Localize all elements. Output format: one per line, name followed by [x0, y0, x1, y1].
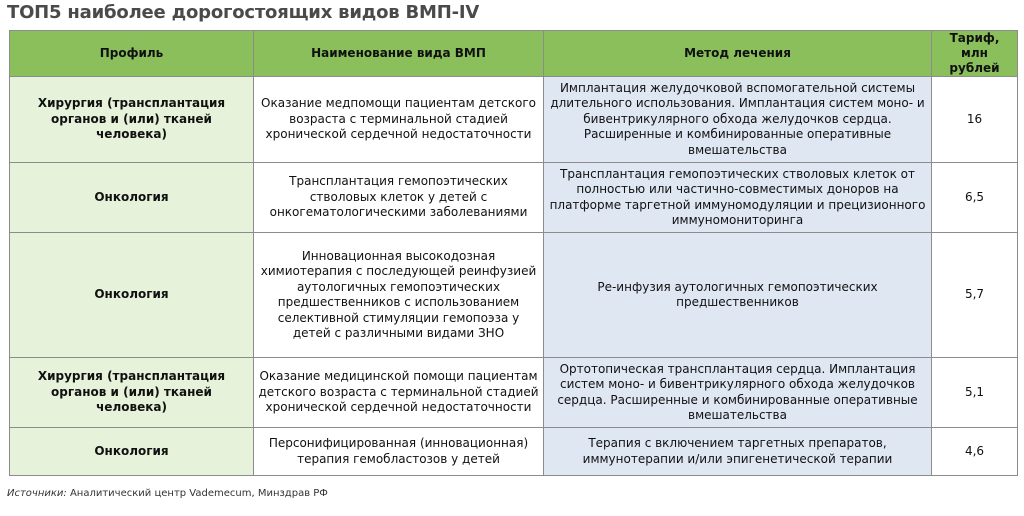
row-profile: Хирургия (трансплантация органов и (или) тканей человека): [10, 77, 254, 163]
header-name: Наименование вида ВМП: [254, 31, 544, 77]
header-method: Метод лечения: [544, 31, 932, 77]
header-tariff: Тариф, млн рублей: [932, 31, 1018, 77]
row-method: Имплантация желудочковой вспомогательной системы длительного использования. Имплантация систем моно- и бивентрикулярного обхода желудочков сердца. Расширенные и комбинированные оперативные вмешательства: [544, 77, 932, 163]
table-row: [10, 77, 1018, 163]
row-profile: Онкология: [10, 233, 254, 358]
header-profile: Профиль: [10, 31, 254, 77]
source-text: Аналитический центр Vademecum, Минздрав РФ: [66, 488, 328, 499]
row-tariff: 6,5: [932, 163, 1018, 233]
row-profile: Хирургия (трансплантация органов и (или) тканей человека): [10, 358, 254, 428]
row-name: Персонифицированная (инновационная) терапия гемобластозов у детей: [254, 428, 544, 476]
source-note: [7, 488, 328, 499]
row-method: Трансплантация гемопоэтических стволовых клеток от полностью или частично-совместимых доноров на платформе таргетной иммуномодуляции и прецизионного иммуномониторинга: [544, 163, 932, 233]
table-row: [10, 358, 1018, 428]
row-name: Оказание медпомощи пациентам детского возраста с терминальной стадией хронической сердечной недостаточности: [254, 77, 544, 163]
row-name: Оказание медицинской помощи пациентам детского возраста с терминальной стадией хронической сердечной недостаточности: [254, 358, 544, 428]
row-name: Трансплантация гемопоэтических стволовых клеток у детей с онкогематологическими заболеваниями: [254, 163, 544, 233]
row-tariff: 5,7: [932, 233, 1018, 358]
row-profile: Онкология: [10, 428, 254, 476]
row-tariff: 16: [932, 77, 1018, 163]
row-method: Ре-инфузия аутологичных гемопоэтических предшественников: [544, 233, 932, 358]
table-row: [10, 428, 1018, 476]
table-row: [10, 233, 1018, 358]
page-title: ТОП5 наиболее дорогостоящих видов ВМП-IV: [7, 2, 480, 23]
row-name: Инновационная высокодозная химиотерапия с последующей реинфузией аутологичных гемопоэтических предшественников с использованием селективной стимуляции гемопоэза у детей с различными видами ЗНО: [254, 233, 544, 358]
row-tariff: 4,6: [932, 428, 1018, 476]
row-method: Терапия с включением таргетных препаратов, иммунотерапии и/или эпигенетической терапии: [544, 428, 932, 476]
row-tariff: 5,1: [932, 358, 1018, 428]
row-method: Ортотопическая трансплантация сердца. Имплантация систем моно- и бивентрикулярного обхода желудочков сердца. Расширенные и комбинированные оперативные вмешательства: [544, 358, 932, 428]
vmp-table: [9, 30, 1018, 476]
row-profile: Онкология: [10, 163, 254, 233]
source-label: Источники:: [7, 488, 67, 499]
table-header-row: [10, 31, 1018, 77]
table-row: [10, 163, 1018, 233]
